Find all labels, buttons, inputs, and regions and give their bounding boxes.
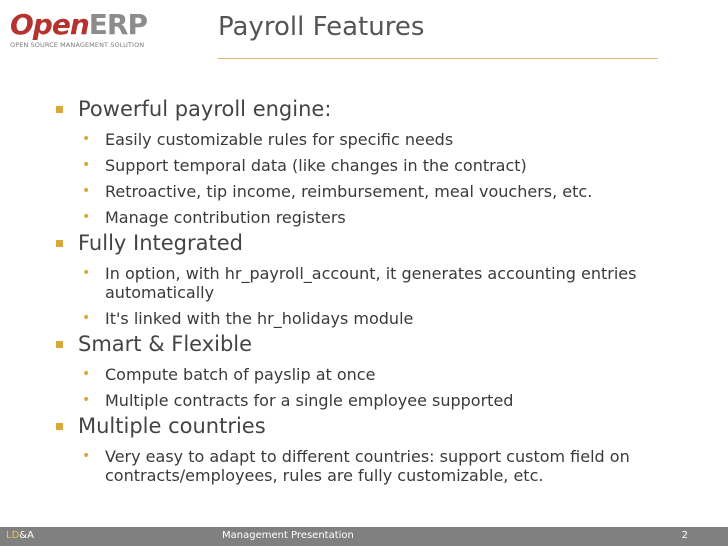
footer-presentation-name: Management Presentation xyxy=(222,530,354,541)
footer-bar xyxy=(0,527,728,546)
dot-bullet-icon: • xyxy=(82,265,91,281)
list-item xyxy=(40,264,690,302)
dot-bullet-icon: • xyxy=(82,448,91,464)
list-item-text: Multiple contracts for a single employee supported xyxy=(105,391,514,410)
section-heading xyxy=(40,95,690,123)
list-item-text: Manage contribution registers xyxy=(105,208,346,227)
footer-org-suffix: &A xyxy=(19,530,34,541)
square-bullet-icon xyxy=(56,106,63,113)
list-item xyxy=(40,130,690,149)
list-item-text: Support temporal data (like changes in the contract) xyxy=(105,156,527,175)
dot-bullet-icon: • xyxy=(82,366,91,382)
logo-wordmark xyxy=(10,8,147,41)
logo-tagline: OPEN SOURCE MANAGEMENT SOLUTION xyxy=(10,41,145,49)
slide-title: Payroll Features xyxy=(218,12,425,42)
section-heading xyxy=(40,330,690,358)
dot-bullet-icon: • xyxy=(82,157,91,173)
title-divider xyxy=(218,58,658,59)
section-heading xyxy=(40,229,690,257)
list-item-text: In option, with hr_payroll_account, it generates accounting entries automatically xyxy=(105,264,637,302)
list-item-text: It's linked with the hr_holidays module xyxy=(105,309,414,328)
square-bullet-icon xyxy=(56,341,63,348)
list-item xyxy=(40,391,690,410)
list-item-text: Easily customizable rules for specific needs xyxy=(105,130,454,149)
dot-bullet-icon: • xyxy=(82,131,91,147)
section-smart-flexible xyxy=(40,330,690,410)
list-item xyxy=(40,365,690,384)
section-heading xyxy=(40,412,690,440)
list-item xyxy=(40,208,690,227)
dot-bullet-icon: • xyxy=(82,392,91,408)
dot-bullet-icon: • xyxy=(82,183,91,199)
footer-org xyxy=(6,530,34,541)
list-item-text: Compute batch of payslip at once xyxy=(105,365,376,384)
square-bullet-icon xyxy=(56,423,63,430)
section-heading-text: Smart & Flexible xyxy=(78,332,253,356)
section-heading-text: Fully Integrated xyxy=(78,231,243,255)
list-item xyxy=(40,309,690,328)
footer-org-initials: LD xyxy=(6,530,20,541)
section-heading-text: Powerful payroll engine: xyxy=(78,97,332,121)
section-multiple-countries xyxy=(40,412,690,485)
section-fully-integrated xyxy=(40,229,690,328)
section-payroll-engine xyxy=(40,95,690,227)
list-item xyxy=(40,156,690,175)
section-heading-text: Multiple countries xyxy=(78,414,266,438)
list-item xyxy=(40,182,690,201)
list-item-text: Retroactive, tip income, reimbursement, meal vouchers, etc. xyxy=(105,182,593,201)
logo-erp-text: ERP xyxy=(88,8,147,41)
openerp-logo xyxy=(8,8,147,52)
list-item xyxy=(40,447,690,485)
page-number: 2 xyxy=(681,530,688,541)
dot-bullet-icon: • xyxy=(82,209,91,225)
dot-bullet-icon: • xyxy=(82,310,91,326)
logo-open-text: Open xyxy=(10,8,89,41)
slide-content xyxy=(40,93,690,487)
square-bullet-icon xyxy=(56,240,63,247)
list-item-text: Very easy to adapt to different countries: support custom field on contracts/employees, rules are fully customizable, etc. xyxy=(105,447,630,485)
